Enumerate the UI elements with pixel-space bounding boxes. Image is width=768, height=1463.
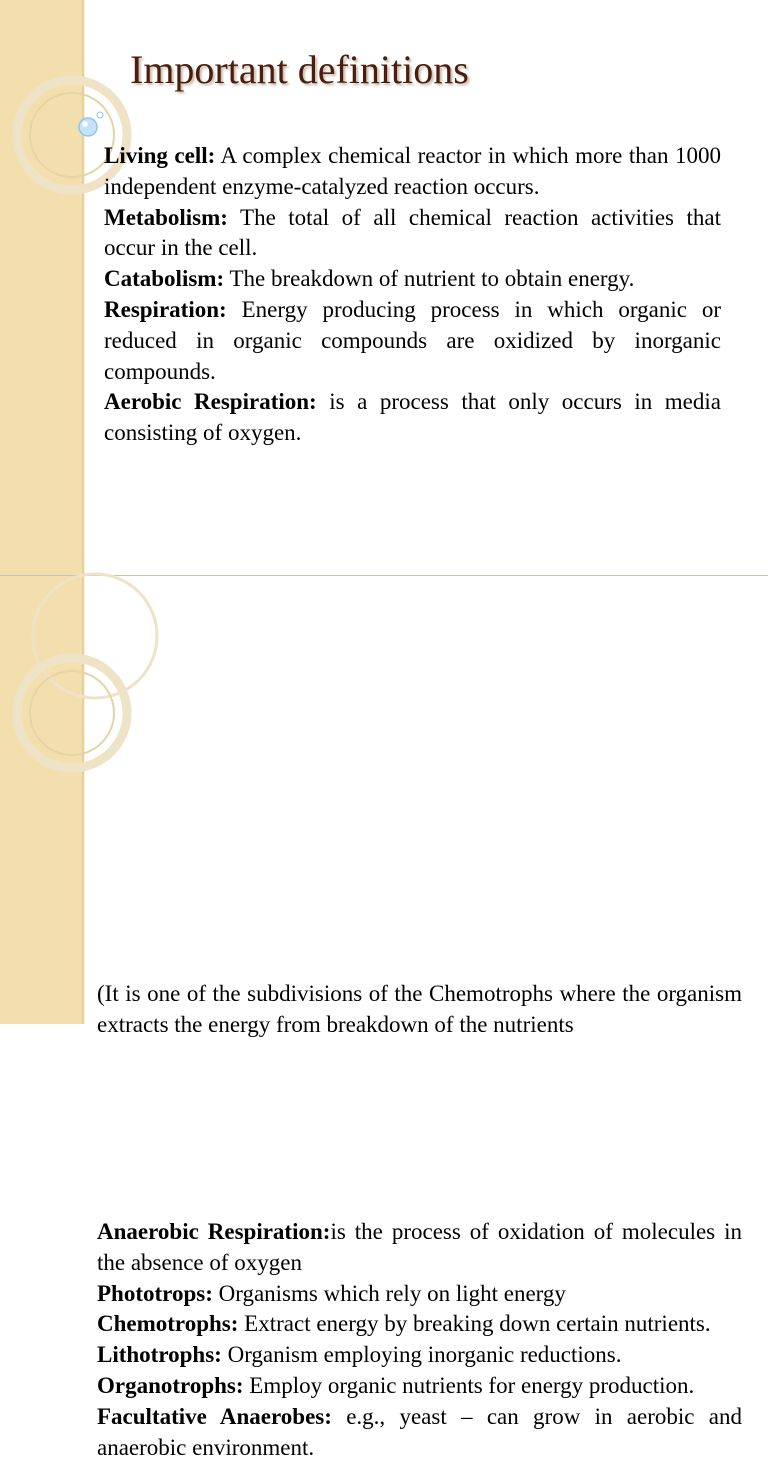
definition-text: A complex chemical reactor in which more than 1000 independent enzyme-catalyzed reaction occurs. [104,143,721,199]
definition-item [97,1309,742,1340]
ring-inner [30,93,114,177]
bubble-small [97,112,103,118]
definition-text: e.g., yeast – can grow in aerobic and anaerobic environment. [97,1403,742,1460]
definition-item [97,1217,742,1279]
definition-item [104,387,721,449]
definition-term: Phototrops: [97,1280,213,1306]
definition-item [104,295,721,387]
definition-term: Anaerobic Respiration: [97,1219,331,1244]
definitions-list-1 [104,141,721,449]
slide-title: Important definitions [130,47,469,92]
definition-text: The breakdown of nutrient to obtain energy. [224,266,635,292]
definition-item [104,203,721,265]
definition-text: is the process of oxidation of molecules in the absence of oxygen [97,1219,742,1275]
definition-text: is a process that only occurs in media consisting of oxygen. [104,389,721,446]
definition-term: Lithotrophs: [97,1342,222,1368]
bubble-highlight [82,121,88,127]
definition-text: Extract energy by breaking down certain nutrients. [238,1311,711,1337]
definition-text: Energy producing process in which organic or reduced in organic compounds are oxidized by inorganic compounds. [104,296,721,384]
definition-item [97,1402,742,1463]
definition-text: Organisms which rely on light energy [212,1280,566,1306]
definition-term: Aerobic Respiration: [104,389,317,415]
definition-term: Living cell: [104,143,216,168]
definition-item [97,1340,742,1371]
definition-term: Respiration: [104,296,227,322]
ring-inner [30,671,114,755]
definition-item [104,264,721,295]
slide-1 [0,0,768,575]
definition-item [104,141,721,203]
definition-text: Employ organic nutrients for energy production. [243,1372,695,1398]
definition-text: Organism employing inorganic reductions. [221,1342,622,1368]
ring-decoration [0,576,140,1024]
definitions-list-2 [97,1217,742,1463]
definition-item [97,1279,742,1310]
definition-text: The total of all chemical reaction activities that occur in the cell. [104,204,721,261]
definition-item [97,1371,742,1402]
ring-arc-top [33,574,157,698]
slide-2 [0,576,768,1460]
definition-term: Metabolism: [104,204,228,230]
bubble-large [79,118,97,136]
definition-term: Organotrophs: [97,1372,244,1398]
ring-outer [17,658,127,768]
definition-term: Facultative Anaerobes: [97,1403,332,1429]
definition-term: Catabolism: [104,266,225,292]
chemotroph-note: (It is one of the subdivisions of the Chemotrophs where the organism extracts the energy from breakdown of the nutrients [97,981,742,1037]
definition-term: Chemotrophs: [97,1311,239,1337]
